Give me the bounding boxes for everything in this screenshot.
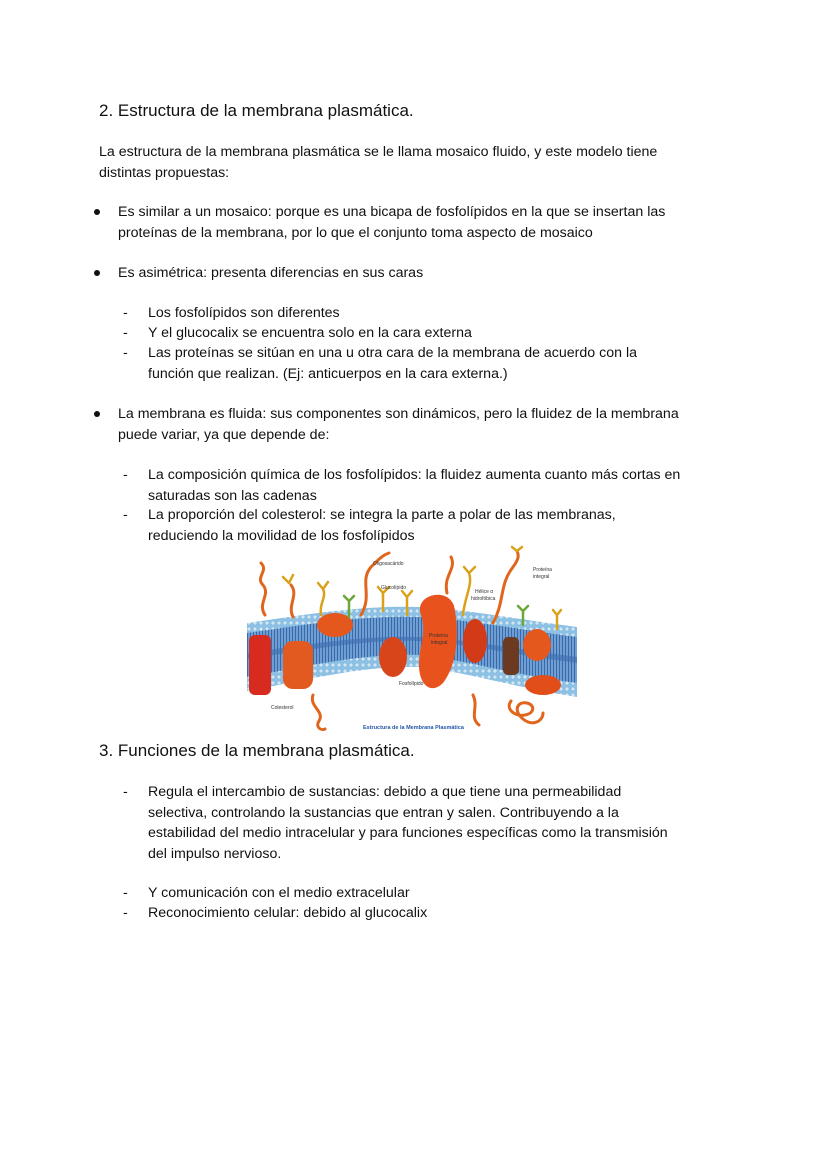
section-2-intro (99, 142, 739, 183)
label-fosfolipido: Fosfolípido (399, 681, 424, 687)
subitem-text-line-1: La composición química de los fosfolípidos: la fluidez aumenta cuanto más cortas en (148, 467, 681, 483)
dash-marker: - (123, 345, 128, 361)
section-3-title: 3. Funciones de la membrana plasmática. (99, 741, 415, 760)
label-helice-2: hidrofóbica (471, 596, 496, 602)
bullet-mosaico (94, 202, 734, 243)
intro-line-1: La estructura de la membrana plasmática se le llama mosaico fluido, y este modelo tiene (99, 144, 658, 160)
label-oligosacarido: Oligosacárido (373, 561, 404, 567)
function-text-line-2: selectiva, controlando la sustancias que entran y salen. Contribuyendo a la (148, 804, 619, 821)
dash-marker: - (123, 905, 128, 921)
bullet-text-line-1: La membrana es fluida: sus componentes son dinámicos, pero la fluidez de la membrana (118, 406, 679, 422)
bullet-text-line-1: Es asimétrica: presenta diferencias en sus caras (118, 265, 424, 281)
dash-marker: - (123, 467, 128, 483)
subitem-text-line-1: La proporción del colesterol: se integra la parte a polar de las membranas, (148, 507, 616, 523)
membrane-diagram (243, 545, 581, 733)
subitem-proteinas-caras (123, 343, 733, 384)
bullet-dot (94, 411, 100, 417)
subitem-glucocalix-externa (123, 323, 733, 344)
subitem-text: Los fosfolípidos son diferentes (148, 305, 340, 321)
subitem-text: Y el glucocalix se encuentra solo en la cara externa (148, 325, 472, 341)
function-text-line-3: estabilidad del medio intracelular y para funciones específicas como la transmisión (148, 825, 668, 841)
bullet-asimetrica (94, 263, 734, 284)
label-proteina-integral-1: Proteína (533, 567, 552, 573)
dash-marker: - (123, 305, 128, 321)
function-text-line-4: del impulso nervioso. (148, 845, 282, 862)
dash-marker: - (123, 784, 128, 800)
subitem-text-line-1: Las proteínas se sitúan en una u otra cara de la membrana de acuerdo con la (148, 345, 637, 361)
label-glucolipido: Glucolípido (381, 585, 407, 591)
dash-marker: - (123, 507, 128, 523)
bullet-fluida (94, 404, 734, 445)
function-text: Y comunicación con el medio extracelular (148, 885, 410, 901)
function-text: Reconocimiento celular: debido al glucocalix (148, 905, 428, 921)
function-reconocimiento (123, 903, 733, 924)
label-proteina-integral-2: integral (533, 574, 550, 580)
bullet-text-line-2: proteínas de la membrana, por lo que el conjunto toma aspecto de mosaico (118, 224, 593, 241)
bullet-dot (94, 270, 100, 276)
bullet-text-line-2: puede variar, ya que depende de: (118, 426, 330, 443)
subitem-fosfolipidos-diferentes (123, 303, 733, 324)
bullet-dot (94, 209, 100, 215)
subitem-text-line-2: saturadas son las cadenas (148, 487, 317, 504)
subitem-text-line-2: función que realizan. (Ej: anticuerpos en la cara externa.) (148, 365, 508, 382)
function-text-line-1: Regula el intercambio de sustancias: debido a que tiene una permeabilidad (148, 784, 622, 800)
label-colesterol: Colesterol (271, 705, 294, 711)
function-comunicacion (123, 883, 733, 904)
intro-line-2: distintas propuestas: (99, 164, 230, 181)
subitem-text-line-2: reduciendo la movilidad de los fosfolípidos (148, 527, 415, 544)
section-2-title: 2. Estructura de la membrana plasmática. (99, 101, 414, 120)
subitem-colesterol (123, 505, 733, 546)
membrane-illustration (243, 545, 581, 733)
dash-marker: - (123, 885, 128, 901)
dash-marker: - (123, 325, 128, 341)
bullet-text-line-1: Es similar a un mosaico: porque es una bicapa de fosfolípidos en la que se insertan las (118, 204, 666, 220)
label-helice-1: Hélice α (475, 589, 494, 595)
label-proteina-globular-2: integral (431, 640, 448, 646)
figure-caption: Estructura de la Membrana Plasmática (363, 725, 464, 731)
function-regula-intercambio (123, 782, 733, 864)
subitem-composicion-quimica (123, 465, 733, 506)
label-proteina-globular-1: Proteína (429, 633, 448, 639)
